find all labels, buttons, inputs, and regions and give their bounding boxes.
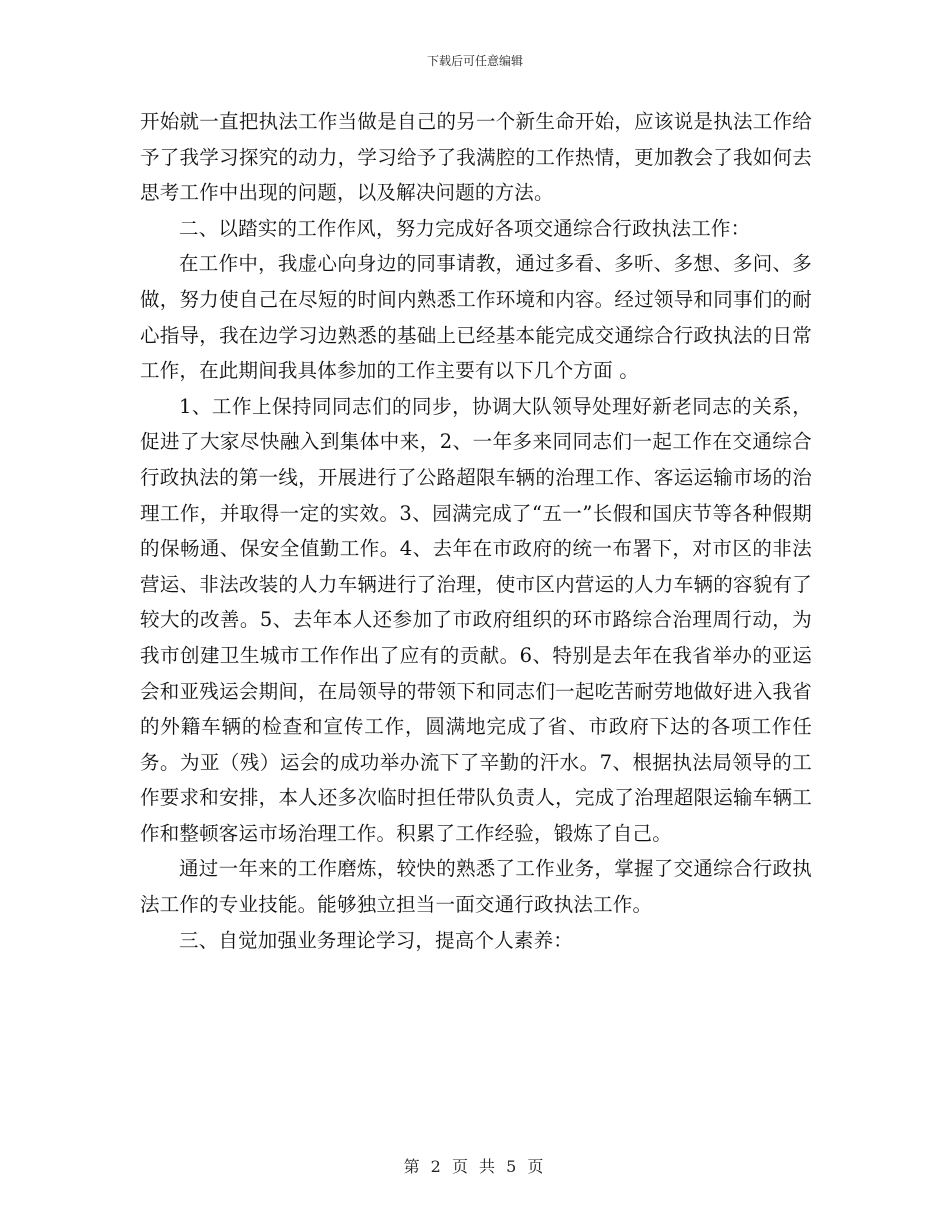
page-number-footer: 第 2 页 共 5 页 [403,1157,547,1176]
document-body [140,104,812,958]
paragraph-summary: 通过一年来的工作磨炼，较快的熟悉了工作业务，掌握了交通综合行政执法工作的专业技能。能够独立担当一面交通行政执法工作。 [140,857,812,917]
section-heading-2: 二、以踏实的工作作风，努力完成好各项交通综合行政执法工作： [179,216,751,240]
section-heading-3: 三、自觉加强业务理论学习，提高个人素养： [179,928,574,952]
paragraph-work-intro: 在工作中，我虚心向身边的同事请教，通过多看、多听、多想、多问、多做，努力使自己在尽短的时间内熟悉工作环境和内容。经过领导和同事们的耐心指导，我在边学习边熟悉的基础上已经基本能完成交通综合行政执法的日常工作，在此期间我具体参加的工作主要有以下几个方面 。 [140,252,812,383]
paragraph-continuation: 开始就一直把执法工作当做是自己的另一个新生命开始，应该说是执法工作给予了我学习探究的动力，学习给予了我满腔的工作热情，更加教会了我如何去思考工作中出现的问题，以及解决问题的方法。 [140,110,812,205]
page-header: 下载后可任意编辑 [426,54,523,68]
paragraph-work-items: 1、工作上保持同同志们的同步，协调大队领导处理好新老同志的关系，促进了大家尽快融入到集体中来，2、一年多来同同志们一起工作在交通综合行政执法的第一线，开展进行了公路超限车辆的治理工作、客运运输市场的治理工作，并取得一定的实效。3、园满完成了“五一”长假和国庆节等各种假期的保畅通、保安全值勤工作。4、去年在市政府的统一布署下，对市区的非法营运、非法改装的人力车辆进行了治理，使市区内营运的人力车辆的容貌有了较大的改善。5、去年本人还参加了市政府组织的环市路综合治理周行动，为我市创建卫生城市工作作出了应有的贡献。6、特别是去年在我省举办的亚运会和亚残运会期间，在局领导的带领下和同志们一起吃苦耐劳地做好进入我省的外籍车辆的检查和宣传工作，圆满地完成了省、市政府下达的各项工作任务。为亚（残）运会的成功举办流下了辛勤的汗水。7、根据执法局领导的工作要求和安排，本人还多次临时担任带队负责人，完成了治理超限运输车辆工作和整顿客运市场治理工作。积累了工作经验，锻炼了自己。 [140,394,812,845]
